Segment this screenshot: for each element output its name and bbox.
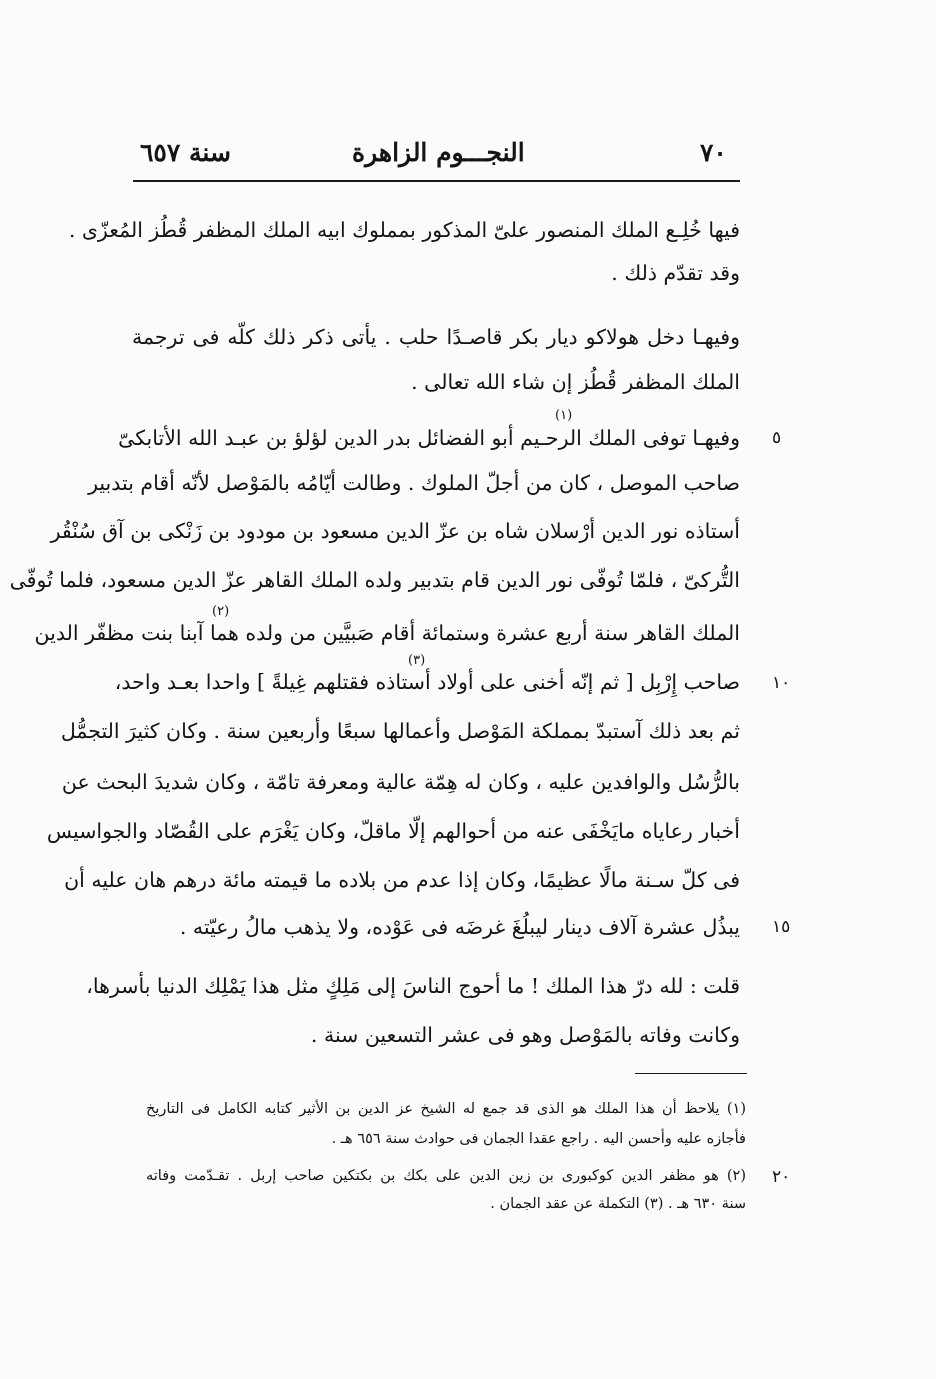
footnote-line: سنة ٦٣٠ هـ . (٣) التكملة عن عقد الجمان . [490,1196,746,1212]
line-number: (٣) [408,653,426,668]
text-line: صاحب إِرْبِل [ ثم إنّه أخنى على أولاد أستاذه فقتلهم غِيلةً ] واحدا بعـد واحد، [114,670,740,694]
line-number: ١٥ [772,917,791,937]
text-line: فى كلّ سـنة مالًا عظيمًا، وكان إذا عدم من بلاده ما قيمته مائة درهم هان عليه أن [64,868,740,892]
text-line: الملك القاهر سنة أربع عشرة وستمائة أقام صَبيَّين من ولده هما آبنا بنت مظفّر الدين [34,621,740,645]
text-line: صاحب الموصل ، كان من أجلّ الملوك . وطالت أيّامُه بالمَوْصل لأنّه أقام بتدبير [88,471,740,495]
text-line: وكانت وفاته بالمَوْصل وهو فى عشر التسعين سنة . [310,1023,740,1047]
line-number: (١) [555,408,573,423]
text-line: وقد تقدّم ذلك . [611,261,740,285]
footnote-line: فأجازه عليه وأحسن اليه . راجع عقدا الجمان فى حوادث سنة ٦٥٦ هـ . [331,1131,746,1147]
text-line: التُّركىّ ، فلمّا تُوفّى نور الدين قام بتدبير ولده الملك القاهر عزّ الدين مسعود، فلما تُوفّى [9,568,740,592]
footnote-rule [635,1073,747,1074]
text-line: أستاذه نور الدين أرْسلان شاه بن عزّ الدين مسعود بن مودود بن زَنْكى بن آق سُنْقُر [50,519,740,543]
footnote-line: (١) يلاحظ أن هذا الملك هو الذى قد جمع له الشيخ عز الدين بن الأثير كتابه الكامل فى التاريخ [146,1101,746,1117]
running-title: النجـــوم الزاهرة [352,138,525,167]
line-number: ٢٠ [772,1167,791,1187]
line-number: (٢) [212,604,230,619]
text-line: الملك المظفر قُطُز إن شاء الله تعالى . [411,370,740,394]
text-line: وفيهـا توفى الملك الرحـيم أبو الفضائل بدر الدين لؤلؤ بن عبـد الله الأتابكىّ [118,426,740,450]
text-line: فيها خُلِـع الملك المنصور علىّ المذكور بمملوك ابيه الملك المظفر قُطُز المُعزّى . [68,218,740,242]
text-line: وفيهـا دخل هولاكو ديار بكر قاصـدًا حلب . يأتى ذكر ذلك كلّه فى ترجمة [132,325,740,349]
footnote-line: (٢) هو مظفر الدين كوكبورى بن زين الدين على بكك بن بكتكين صاحب إربل . تقـدّمت وفاته [146,1168,746,1184]
text-line: ثم بعد ذلك آستبدّ بمملكة المَوْصل وأعمالها سبعًا وأربعين سنة . وكان كثيرَ التجمُّل [60,719,740,743]
text-line: بالرُّسُل والوافدين عليه ، وكان له هِمّة عالية ومعرفة تامّة ، وكان شديدَ البحث عن [61,770,740,794]
text-line: أخبار رعاياه مايَخْفَى عنه من أحوالهم إلّا ماقلّ، وكان يَغْرَم على القُصّاد والجواسيس [46,819,740,843]
text-line: قلت : لله درّ هذا الملك ! ما أحوج الناسَ إلى مَلِكٍ مثل هذا يَمْلِك الدنيا بأسرها، [86,974,740,998]
line-number: ٥ [772,428,782,448]
year-heading: سنة ٦٥٧ [140,138,231,167]
text-line: يبذُل عشرة آلاف دينار ليبلُغَ غرضَه فى عَوْده، ولا يذهب مالُ رعيّته . [179,915,740,939]
line-number: ١٠ [772,673,791,693]
page-number: ٧٠ [700,138,727,167]
header-rule [133,180,740,182]
